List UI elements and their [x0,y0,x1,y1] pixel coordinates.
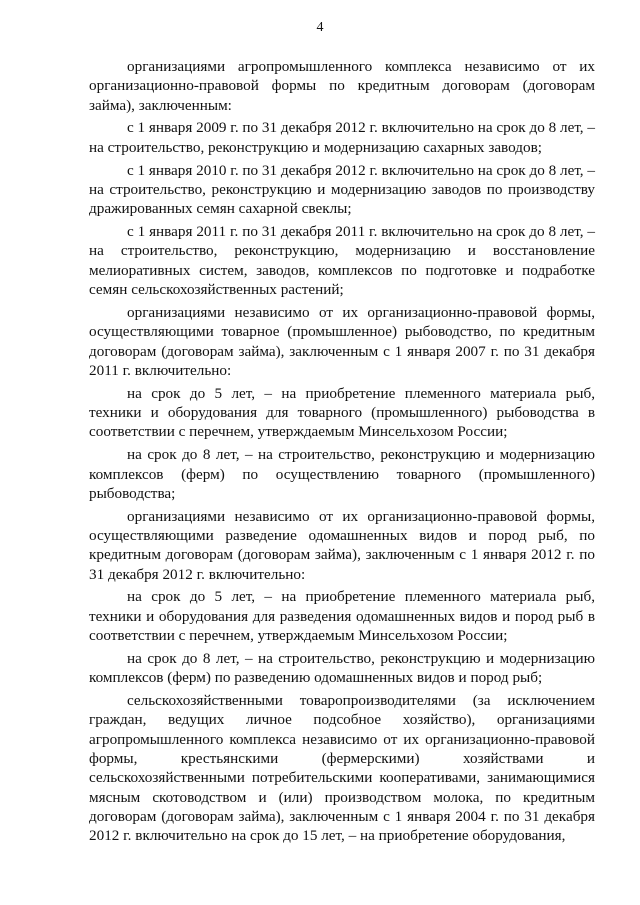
paragraph-5: организациями независимо от их организационно-правовой формы, осуществляющими товарное (промышленное) рыбоводство, по кредитным договорам (договорам займа), заключенным с 1 января 2007 г. по 31 декабря 2011 г. включительно: [89,303,595,379]
paragraph-1: организациями агропромышленного комплекса независимо от их организационно-правовой формы по кредитным договорам (договорам займа), заключенным: [89,58,595,114]
paragraph-4: с 1 января 2011 г. по 31 декабря 2011 г. включительно на срок до 8 лет, – на строительство, реконструкцию, модернизацию и восстановление мелиоративных систем, заводов, комплексов по подготовке и подработке семян сельскохозяйственных растений; [89,223,595,299]
paragraph-3: с 1 января 2010 г. по 31 декабря 2012 г. включительно на срок до 8 лет, – на строительство, реконструкцию и модернизацию заводов по производству дражированных семян сахарной свеклы; [89,161,595,218]
paragraph-7: на срок до 8 лет, – на строительство, реконструкцию и модернизацию комплексов (ферм) по осуществлению товарного (промышленного) рыбоводства; [89,446,595,502]
paragraph-10: на срок до 8 лет, – на строительство, реконструкцию и модернизацию комплексов (ферм) по разведению одомашненных видов и пород рыб; [89,649,595,687]
paragraph-6: на срок до 5 лет, – на приобретение племенного материала рыб, техники и оборудования для товарного (промышленного) рыбоводства в соответствии с перечнем, утверждаемым Минсельхозом России; [89,384,595,441]
paragraph-2: с 1 января 2009 г. по 31 декабря 2012 г. включительно на срок до 8 лет, – на строительство, реконструкцию и модернизацию сахарных заводов; [89,119,595,156]
paragraph-8: организациями независимо от их организационно-правовой формы, осуществляющими разведение одомашненных видов и пород рыб, по кредитным договорам (договорам займа), заключенным с 1 января 2012 г. по 31 декабря 2012 г. включительно: [89,507,595,583]
paragraph-11: сельскохозяйственными товаропроизводителями (за исключением граждан, ведущих личное подсобное хозяйство), организациями агропромышленного комплекса независимо от их организационно-правовой формы, крестьянскими (фермерскими) хозяйствами и сельскохозяйственными потребительскими кооперативами, занимающимися мясным скотоводством и (или) производством молока, по кредитным договорам (договорам займа), заключенным с 1 января 2004 г. по 31 декабря 2012 г. включительно на срок до 15 лет, – на приобретение оборудования, [89,692,595,845]
paragraph-9: на срок до 5 лет, – на приобретение племенного материала рыб, техники и оборудования для разведения одомашненных видов и пород рыб в соответствии с перечнем, утверждаемым Минсельхозом России; [89,588,595,645]
document-body [89,57,595,849]
page-number: 4 [316,20,324,35]
